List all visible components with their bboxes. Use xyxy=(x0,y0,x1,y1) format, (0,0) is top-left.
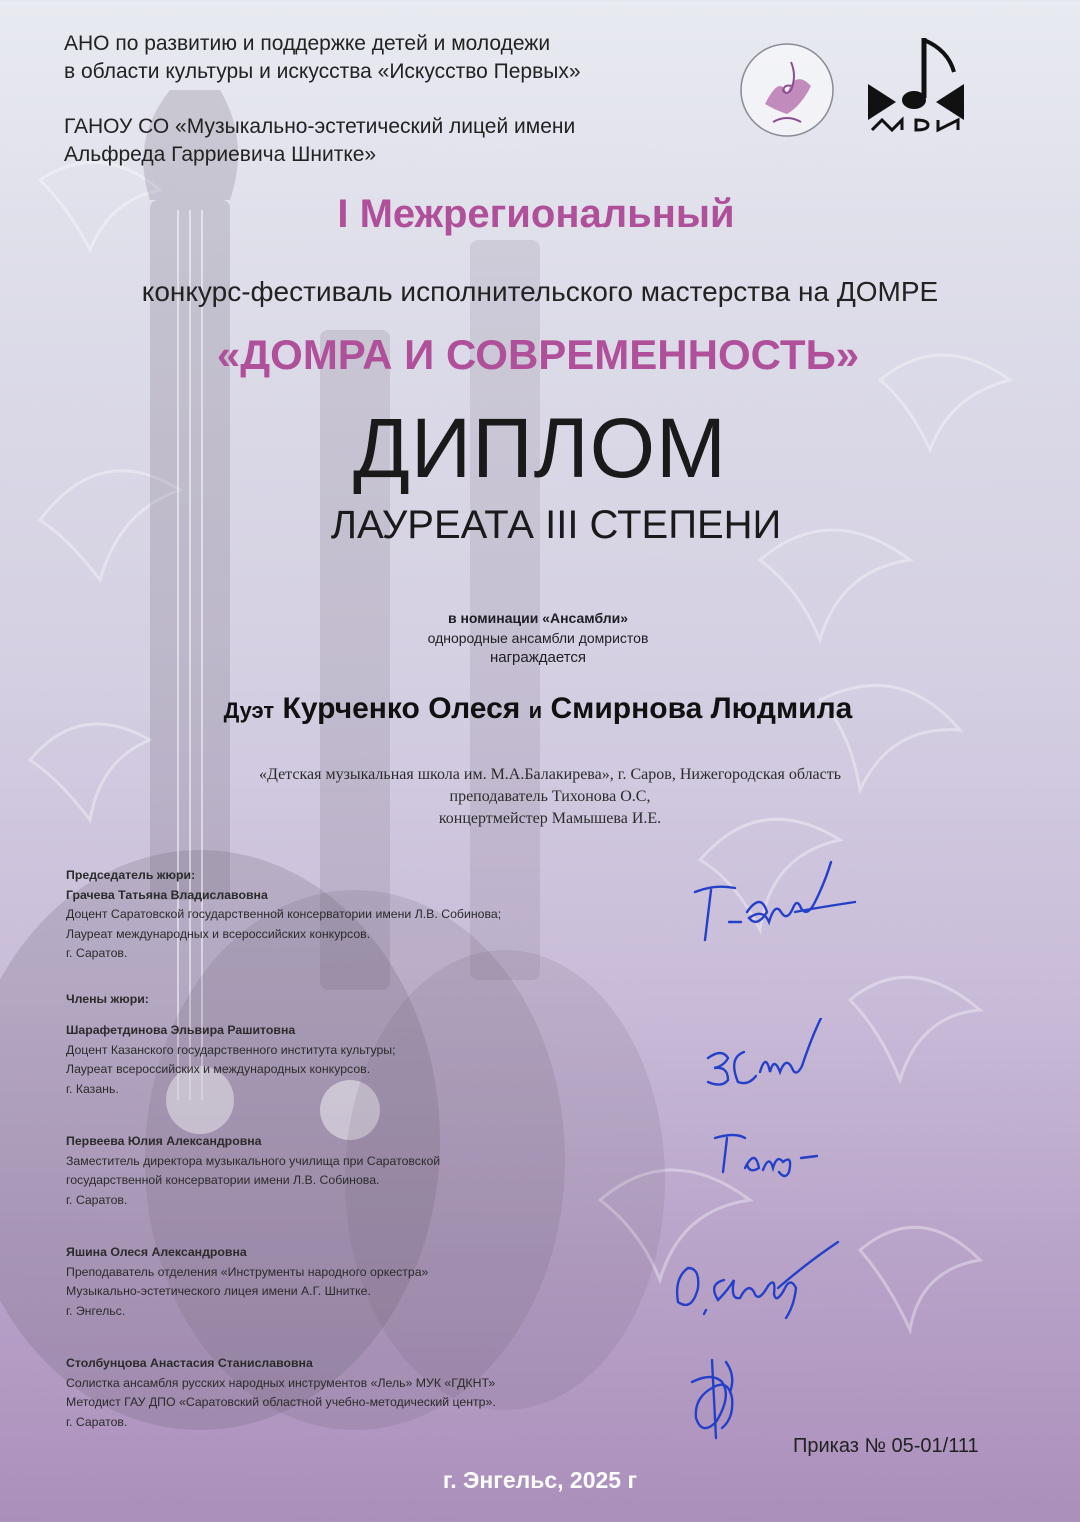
jury-member-line: Заместитель директора музыкального училища при Саратовской xyxy=(66,1153,441,1168)
awardee-second-name: Смирнова Людмила xyxy=(550,692,853,725)
laureate-degree: ЛАУРЕАТА III СТЕПЕНИ xyxy=(330,503,782,547)
nomination-line: в номинации «Ансамбли» xyxy=(447,610,629,626)
jury-chair-line: Доцент Саратовской государственной консерватории имени Л.В. Собинова; xyxy=(66,907,502,921)
art-of-firsts-logo xyxy=(735,42,839,138)
jury-members-heading-text: Члены жюри: xyxy=(66,992,149,1006)
jury-chair-line: г. Саратов. xyxy=(66,946,128,960)
lyceum-logo xyxy=(866,34,966,140)
member-signature xyxy=(700,1018,850,1098)
jury-chair-block xyxy=(66,866,501,964)
jury-member xyxy=(66,1243,428,1321)
jury-member-name: Столбунцова Анастасия Станиславовна xyxy=(66,1356,313,1370)
jury-member-line: г. Саратов. xyxy=(66,1414,128,1429)
awardee-conjunction: и xyxy=(528,698,543,723)
jury-member-line: г. Энгельс. xyxy=(66,1303,126,1318)
member-signature xyxy=(682,1352,752,1442)
teacher: преподаватель Тихонова О.С, xyxy=(449,788,651,805)
jury-member-line: Методист ГАУ ДПО «Саратовский областной учебно-методический центр». xyxy=(66,1395,496,1409)
organizer-1-line-1: АНО по развитию и поддержке детей и молодежи xyxy=(64,32,551,55)
jury-member xyxy=(66,1132,440,1210)
jury-member-line: Преподаватель отделения «Инструменты народного оркестра» xyxy=(66,1264,429,1279)
jury-member xyxy=(66,1021,396,1099)
school-info xyxy=(10,764,1080,830)
member-signature xyxy=(705,1128,835,1188)
organizer-2-line-1: ГАНОУ СО «Музыкально-эстетический лицей имени xyxy=(64,115,576,138)
nomination-subcategory: однородные ансамбли домристов xyxy=(427,630,649,646)
organizer-2-line-2: Альфреда Гарриевича Шнитке» xyxy=(64,143,377,166)
jury-member-line: Лауреат всероссийских и международных конкурсов. xyxy=(66,1062,371,1076)
jury-member-line: Солистка ансамбля русских народных инструментов «Лель» МУК «ГДКНТ» xyxy=(66,1375,496,1390)
school-name: «Детская музыкальная школа им. М.А.Балакирева», г. Саров, Нижегородская область xyxy=(258,766,842,783)
jury-chair-heading: Председатель жюри: xyxy=(66,868,196,882)
awardee-name xyxy=(0,692,1078,726)
jury-member-name: Первеева Юлия Александровна xyxy=(66,1134,262,1148)
awardee-first-name: Курченко Олеся xyxy=(282,692,521,725)
accompanist: концертмейстер Мамышева И.Е. xyxy=(438,810,662,827)
jury-member-line: государственной консерватории имени Л.В. Собинова. xyxy=(66,1173,380,1187)
jury-member-line: г. Саратов. xyxy=(66,1192,128,1207)
jury-member-line: Доцент Казанского государственного института культуры; xyxy=(66,1042,396,1057)
diploma-heading: ДИПЛОМ xyxy=(352,401,728,495)
organizer-1-line-2: в области культуры и искусства «Искусство Первых» xyxy=(64,60,581,83)
competition-description: конкурс-фестиваль исполнительского мастерства на ДОМРЕ xyxy=(141,276,939,307)
organizer-2 xyxy=(64,113,575,169)
jury-member-name: Шарафетдинова Эльвира Рашитовна xyxy=(66,1023,296,1037)
order-number: Приказ № 05-01/111 xyxy=(793,1435,979,1457)
chair-signature xyxy=(685,852,865,962)
jury-member-name: Яшина Олеся Александровна xyxy=(66,1245,247,1259)
organizer-1 xyxy=(64,30,581,86)
jury-member xyxy=(66,1354,496,1432)
awardee-prefix: Дуэт xyxy=(223,698,275,723)
jury-member-line: г. Казань. xyxy=(66,1081,119,1096)
jury-chair-name: Грачева Татьяна Владиславовна xyxy=(66,887,268,902)
competition-ordinal: I Межрегиональный xyxy=(337,192,735,236)
member-signature xyxy=(668,1228,848,1328)
jury-members-heading xyxy=(66,990,149,1010)
jury-member-line: Музыкально-эстетического лицея имени А.Г. Шнитке. xyxy=(66,1284,371,1298)
awarded-label: награждается xyxy=(489,649,587,666)
competition-name: «ДОМРА И СОВРЕМЕННОСТЬ» xyxy=(216,331,860,378)
footer-city-year: г. Энгельс, 2025 г xyxy=(442,1467,638,1493)
jury-chair-line: Лауреат международных и всероссийских конкурсов. xyxy=(66,926,371,941)
